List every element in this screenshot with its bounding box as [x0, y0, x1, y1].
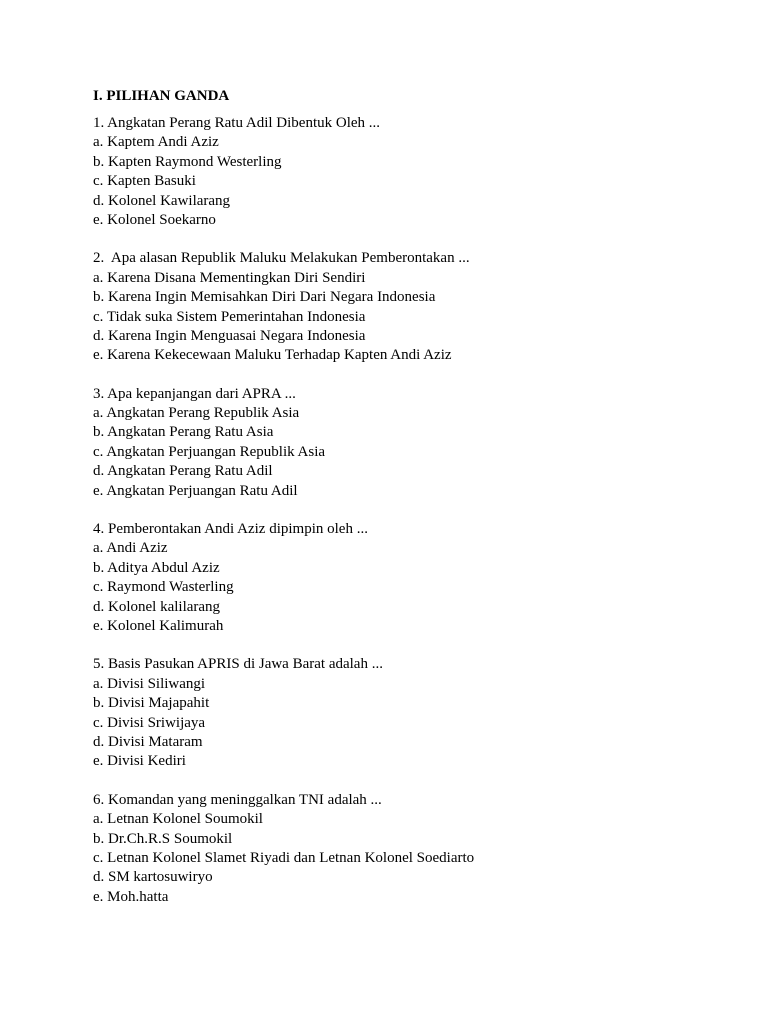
option-c: c. Angkatan Perjuangan Republik Asia: [93, 443, 326, 460]
option-d: d. Divisi Mataram: [93, 733, 203, 750]
option-e: e. Kolonel Soekarno: [93, 211, 216, 228]
question-text: 4. Pemberontakan Andi Aziz dipimpin oleh ...: [93, 521, 368, 538]
document-page: [93, 86, 733, 926]
option-e: e. Divisi Kediri: [93, 753, 186, 770]
option-a: a. Letnan Kolonel Soumokil: [93, 811, 263, 828]
option-a: a. Angkatan Perang Republik Asia: [93, 405, 300, 422]
option-a: a. Kaptem Andi Aziz: [93, 134, 219, 151]
option-c: c. Raymond Wasterling: [93, 579, 234, 596]
option-d: d. Karena Ingin Menguasai Negara Indonesia: [93, 327, 366, 344]
question-3: [93, 385, 733, 501]
option-d: d. Angkatan Perang Ratu Adil: [93, 463, 273, 480]
question-text: 6. Komandan yang meninggalkan TNI adalah ...: [93, 791, 382, 808]
option-d: d. Kolonel kalilarang: [93, 598, 221, 615]
question-4: [93, 520, 733, 636]
question-1: [93, 114, 733, 230]
option-c: c. Letnan Kolonel Slamet Riyadi dan Letnan Kolonel Soediarto: [93, 849, 475, 866]
question-6: [93, 791, 733, 907]
option-b: b. Divisi Majapahit: [93, 695, 210, 712]
question-text: 2. Apa alasan Republik Maluku Melakukan Pemberontakan ...: [93, 250, 470, 267]
section-heading: I. PILIHAN GANDA: [93, 88, 230, 104]
option-b: b. Angkatan Perang Ratu Asia: [93, 424, 274, 441]
question-text: 1. Angkatan Perang Ratu Adil Dibentuk Oleh ...: [93, 115, 381, 131]
option-e: e. Moh.hatta: [93, 888, 169, 905]
option-b: b. Dr.Ch.R.S Soumokil: [93, 830, 233, 847]
option-e: e. Karena Kekecewaan Maluku Terhadap Kapten Andi Aziz: [93, 347, 452, 364]
option-a: a. Andi Aziz: [93, 540, 168, 557]
option-c: c. Divisi Sriwijaya: [93, 714, 206, 731]
option-b: b. Aditya Abdul Aziz: [93, 559, 220, 576]
question-5: [93, 655, 733, 771]
option-e: e. Kolonel Kalimurah: [93, 617, 224, 634]
option-a: a. Karena Disana Mementingkan Diri Sendiri: [93, 269, 366, 286]
option-b: b. Kapten Raymond Westerling: [93, 153, 282, 170]
option-c: c. Tidak suka Sistem Pemerintahan Indonesia: [93, 308, 366, 325]
option-b: b. Karena Ingin Memisahkan Diri Dari Negara Indonesia: [93, 289, 436, 306]
question-text: 5. Basis Pasukan APRIS di Jawa Barat adalah ...: [93, 656, 383, 673]
option-d: d. Kolonel Kawilarang: [93, 192, 231, 209]
option-e: e. Angkatan Perjuangan Ratu Adil: [93, 482, 298, 499]
option-a: a. Divisi Siliwangi: [93, 675, 206, 692]
option-c: c. Kapten Basuki: [93, 173, 196, 190]
option-d: d. SM kartosuwiryo: [93, 869, 213, 886]
question-2: [93, 249, 733, 365]
question-text: 3. Apa kepanjangan dari APRA ...: [93, 385, 296, 402]
